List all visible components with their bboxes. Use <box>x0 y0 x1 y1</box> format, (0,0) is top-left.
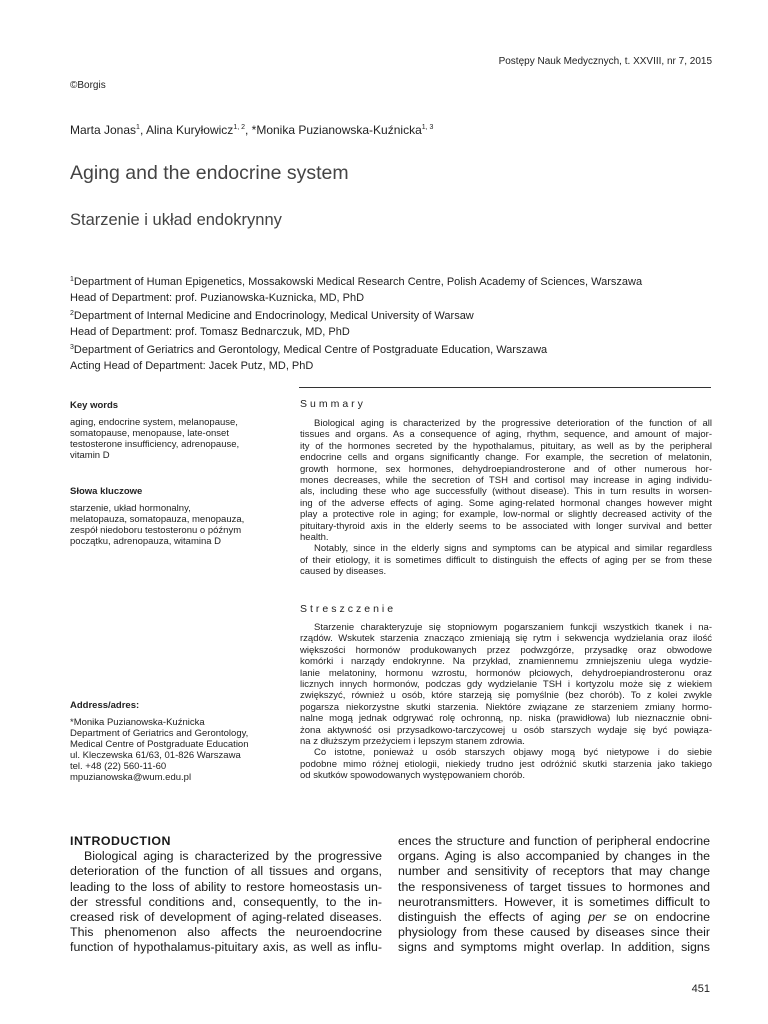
streszczenie-line: zwiększyć, również u osób, które starzeją się pomyślnie (bez chorób). To z kolei zwykle <box>300 690 712 702</box>
affiliation-text: Department of Internal Medicine and Endocrinology, Medical University of Warsaw <box>73 310 474 322</box>
address-line: Department of Geriatrics and Gerontology, <box>70 728 249 739</box>
affiliation-mark: 3 <box>70 344 74 351</box>
streszczenie-line: komórki i narządy endokrynne. Na przykład, znamiennemu zmniejszeniu ulega wydzie- <box>300 656 712 668</box>
affiliation-line <box>70 290 710 306</box>
summary-line: pituitary-thyroid axis in the elderly seems to be associated with longer survival and better <box>300 520 712 532</box>
streszczenie-line: nalne mogą jednak odgrywać rolę ochronną, np. niska (prawidłowa) lub nieznacznie obni- <box>300 713 712 725</box>
affiliation-line <box>70 340 710 358</box>
streszczenie-line: lanie melatoniny, hormonu wzrostu, hormonów płciowych, dehydroepiandrosteronu oraz <box>300 667 712 679</box>
keywords-line: somatopause, menopause, late-onset <box>70 428 229 439</box>
body-text: distinguish the effects of aging <box>398 910 589 925</box>
summary-line: health. <box>300 532 329 544</box>
streszczenie-text <box>300 622 712 782</box>
streszczenie-line: licznych innych hormonów, podczas gdy wydzielanie TSH i kortyzolu może się z wiekiem <box>300 679 712 691</box>
slowa-kluczowe-line: początku, adrenopauza, witamina D <box>70 536 222 547</box>
address-line: Medical Centre of Postgraduate Education <box>70 739 249 750</box>
slowa-kluczowe-line: melatopauza, somatopauza, menopauza, <box>70 514 245 525</box>
affiliation-text: Acting Head of Department: Jacek Putz, MD, PhD <box>70 360 314 372</box>
summary-line: Notably, since in the elderly signs and symptoms can be atypical and similar regardless <box>314 543 712 555</box>
body-line: physiology from these caused by diseases since their <box>398 925 710 940</box>
body-line: ences the structure and function of peripheral endocrine <box>398 834 710 848</box>
affiliation-text: Head of Department: prof. Tomasz Bednarczuk, MD, PhD <box>70 326 350 338</box>
slowa-kluczowe-heading: Słowa kluczowe <box>70 486 143 497</box>
address-line: *Monika Puzianowska-Kuźnicka <box>70 717 205 728</box>
summary-line: ing of the adverse effects of aging. Some aging-related hormonal changes however might <box>300 497 712 509</box>
streszczenie-line: większości hormonów produkowanych przez podwzgórze, przysadkę oraz obwodowe <box>300 644 712 656</box>
author-name: , *Monika Puzianowska-Kuźnicka <box>245 123 422 137</box>
publisher-copyright: ©Borgis <box>70 80 106 91</box>
keywords-line: aging, endocrine system, melanopause, <box>70 417 238 428</box>
address-heading: Address/adres: <box>70 700 140 711</box>
streszczenie-line: rządów. Wskutek starzenia znacząco zmieniają się rytm i sekwencja wydzielania oraz ilość <box>300 633 712 645</box>
summary-line: caused by diseases. <box>300 566 387 578</box>
streszczenie-line: na z dłuższym przeżyciem i lepszym stanem zdrowia. <box>300 736 525 748</box>
summary-line: play a protective role in aging; for example, low-normal or slightly decreased activity of the <box>300 509 712 521</box>
article-title: Aging and the endocrine system <box>70 162 349 184</box>
author-name: , Alina Kuryłowicz <box>139 123 234 137</box>
address-block <box>70 700 280 783</box>
body-line: the responsiveness of target tissues to hormones and <box>398 879 710 894</box>
author-list <box>70 123 433 137</box>
body-line: creased risk of development of aging-related diseases. <box>70 910 382 925</box>
body-column-right <box>398 834 710 956</box>
summary-line: endocrine cells and organs significantly change. For example, the secretion of melatonin, <box>300 452 712 464</box>
body-column-left <box>70 834 382 956</box>
summary-line: growth hormone, sex hormones, dehydroepiandrosterone and of other numerous hor- <box>300 463 712 475</box>
summary-line: Biological aging is characterized by the progressive deterioration of the function of all <box>314 418 712 429</box>
address-line: tel. +48 (22) 560-11-60 <box>70 761 167 772</box>
streszczenie-line: żona aktywność osi przysadkowo-tarczycowej u osób starszych wydaje się być powiąza- <box>300 724 712 736</box>
affiliation-text: Department of Geriatrics and Gerontology, Medical Centre of Postgraduate Education, Warszawa <box>73 344 548 356</box>
body-line: deterioration of the function of all tissues and organs, <box>70 864 382 879</box>
affiliation-line <box>70 306 710 324</box>
streszczenie-line: pogarsza niekorzystne skutki starzenia. Niektóre związane ze starzeniem zmiany hormo- <box>300 701 712 713</box>
keywords-line: vitamin D <box>70 450 110 461</box>
body-line: This phenomenon also affects the neuroendocrine <box>70 925 382 940</box>
slowa-kluczowe-line: starzenie, układ hormonalny, <box>70 503 191 514</box>
body-line <box>398 910 710 925</box>
body-line: number and sensitivity of receptors that may change <box>398 864 710 879</box>
keywords-block <box>70 400 280 461</box>
address-line: ul. Kleczewska 61/63, 01-826 Warszawa <box>70 750 241 761</box>
keywords-line: testosterone insufficiency, adrenopause, <box>70 439 240 450</box>
author-name: Marta Jonas <box>70 123 137 137</box>
affiliation-text: Head of Department: prof. Puzianowska-Kuznicka, MD, PhD <box>70 292 365 304</box>
journal-citation: Postępy Nauk Medycznych, t. XXVIII, nr 7, 2015 <box>498 56 712 67</box>
body-line: neurotransmitters. However, it is sometimes difficult to <box>398 894 710 909</box>
summary-line: ity of the hormones secreted by the hypothalamus, pituitary, as well as by the peripheral <box>300 440 712 452</box>
author-affiliation-mark: 1 <box>136 124 140 131</box>
summary-line: mones decreases, while the secretion of TSH and cortisol may increase in aging individu- <box>300 475 712 487</box>
affiliation-line <box>70 272 710 290</box>
streszczenie-line: Starzenie charakteryzuje się stopniowym pogarszaniem funkcji wszystkich tkanek i na- <box>314 622 712 633</box>
body-text: on endocrine <box>626 910 711 925</box>
streszczenie-line: od skutków spowodowanych występowaniem chorób. <box>300 770 525 782</box>
summary-line: tissues and organs. As a consequence of aging, rhythm, sequence, and amount of major- <box>300 429 712 441</box>
slowa-kluczowe-line: zespół niedoboru testosteronu o późnym <box>70 525 242 536</box>
body-line: der stressful conditions and, consequently, to the in- <box>70 894 382 909</box>
streszczenie-heading: Streszczenie <box>300 603 397 615</box>
affiliation-line <box>70 358 710 374</box>
summary-heading: Summary <box>300 398 366 410</box>
section-heading-introduction: INTRODUCTION <box>70 834 171 848</box>
section-divider <box>299 387 711 388</box>
affiliations <box>70 272 710 374</box>
summary-line: of their etiology, it is sometimes difficult to distinguish the effects of aging per se from these <box>300 554 712 566</box>
streszczenie-line: podobne mimo różnej etiologii, niekiedy trudno jest odróżnić skutki starzenia jako takiego <box>300 758 712 770</box>
affiliation-text: Department of Human Epigenetics, Mossakowski Medical Research Centre, Polish Academy of Sciences, Warszawa <box>73 276 643 288</box>
summary-line: als, including these who age successfully (without disease). This in turn results in worsen- <box>300 486 712 498</box>
body-line: leading to the loss of ability to restore homeostasis un- <box>70 879 382 894</box>
body-line: organs. Aging is also accompanied by changes in the <box>398 849 710 864</box>
author-affiliation-mark: 1, 2 <box>233 124 245 131</box>
slowa-kluczowe-block <box>70 486 280 547</box>
article-title-polish: Starzenie i układ endokrynny <box>70 211 282 229</box>
summary-text <box>300 418 712 578</box>
affiliation-line <box>70 324 710 340</box>
affiliation-mark: 1 <box>70 276 74 283</box>
body-line: signs and symptoms might overlap. In addition, signs <box>398 940 710 955</box>
page-number: 451 <box>691 983 710 995</box>
streszczenie-line: Co istotne, ponieważ u osób starszych objawy mogą być nietypowe i do siebie <box>314 747 712 759</box>
body-line: Biological aging is characterized by the progressive <box>84 849 382 864</box>
body-line: function of hypothalamus-pituitary axis, as well as influ- <box>70 940 382 955</box>
affiliation-mark: 2 <box>70 310 74 317</box>
author-affiliation-mark: 1, 3 <box>421 124 434 131</box>
address-email: mpuzianowska@wum.edu.pl <box>70 772 192 783</box>
keywords-heading: Key words <box>70 400 119 411</box>
emphasis-text: per se <box>588 910 627 925</box>
